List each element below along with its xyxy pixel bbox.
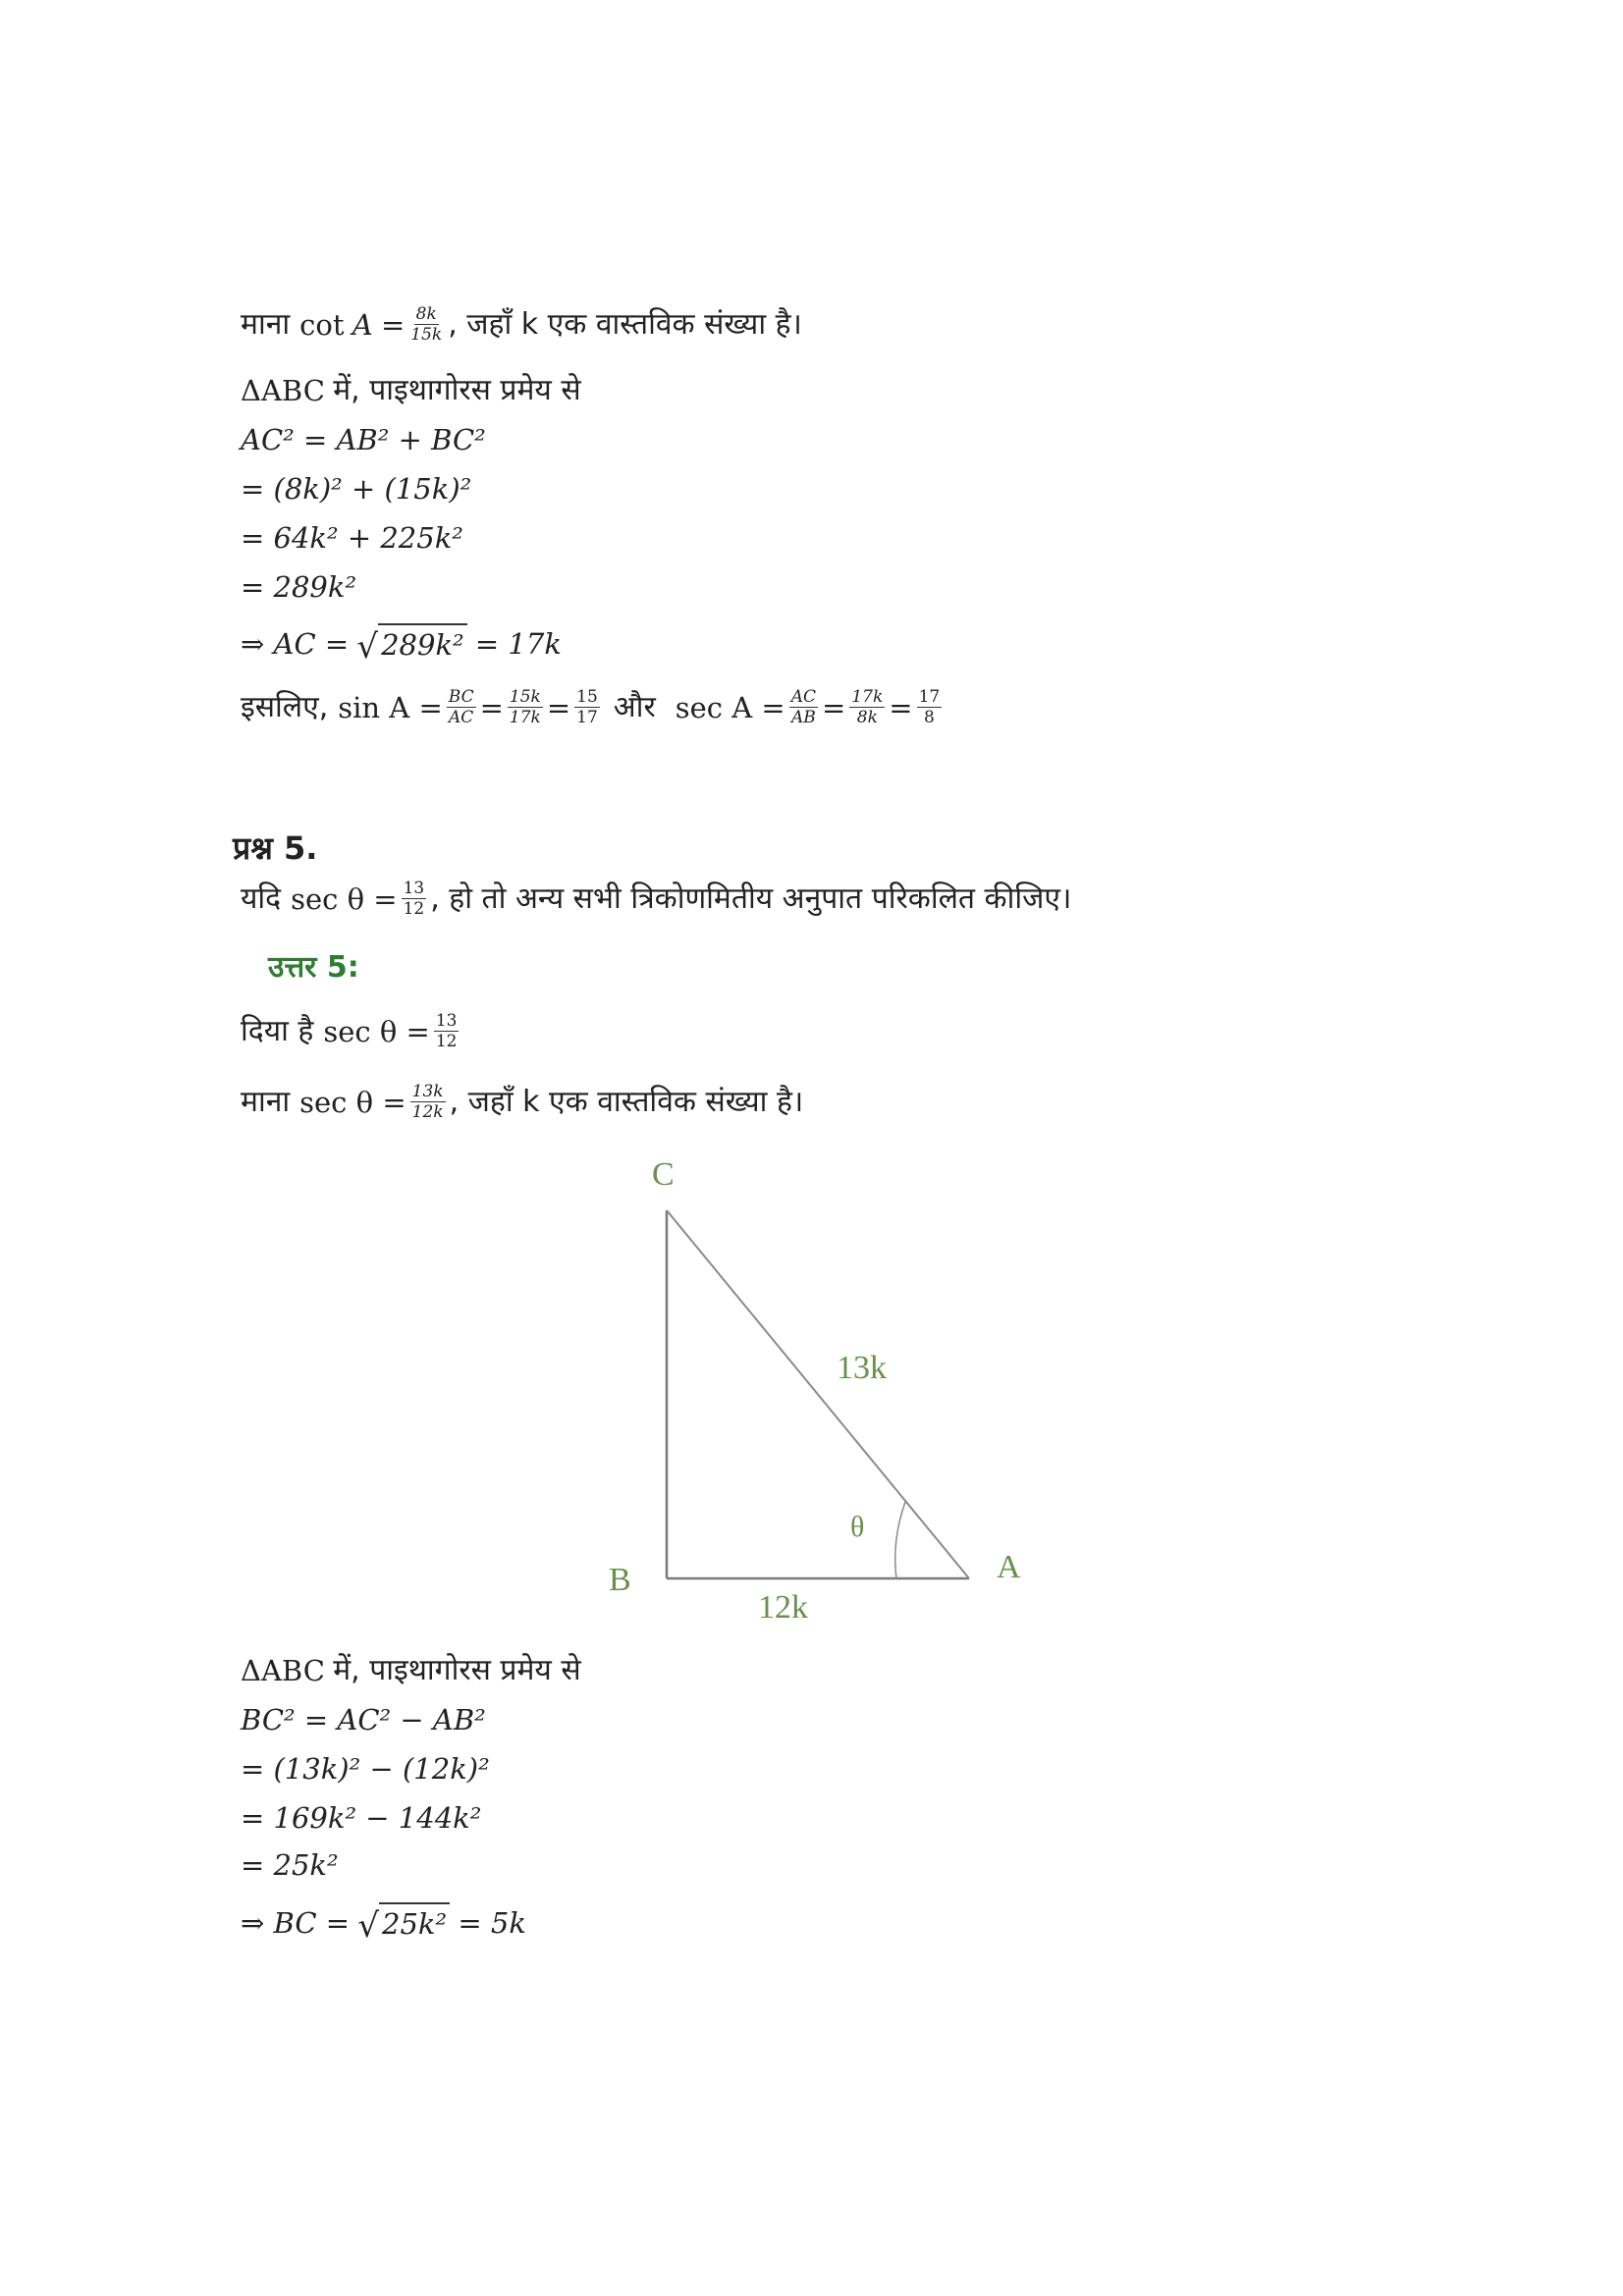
denominator: 12 <box>435 1032 458 1051</box>
result-lhs: ⇒ AC = <box>241 627 350 661</box>
denominator: 17k <box>509 708 541 727</box>
result-lhs: ⇒ BC = <box>241 1906 351 1940</box>
denominator: AB <box>790 708 816 727</box>
answer-title: उत्तर 5: <box>268 950 359 985</box>
question-suffix: , हो तो अन्य सभी त्रिकोणमितीय अनुपात परिकलित कीजिए। <box>430 881 1072 916</box>
sec-theta: sec θ = <box>299 1085 406 1119</box>
denominator: 12 <box>403 899 425 919</box>
pythagoras-intro-2 <box>241 1651 581 1690</box>
triangle-symbol: ΔABC <box>241 1654 325 1687</box>
step-1: AC² = AB² + BC² <box>241 423 486 456</box>
numerator: AC <box>790 687 817 707</box>
numerator: BC <box>448 687 474 707</box>
base-label: 12k <box>758 1589 808 1626</box>
intro-text: में, पाइथागोरस प्रमेय से <box>333 1653 581 1687</box>
numerator: 13 <box>435 1011 458 1031</box>
radicand: 289k² <box>378 623 467 665</box>
denominator: 12k <box>411 1102 444 1122</box>
numerator: 15k <box>509 687 541 707</box>
let-suffix: , जहाँ k एक वास्तविक संख्या है। <box>448 306 802 342</box>
let-suffix: , जहाँ k एक वास्तविक संख्या है। <box>449 1084 804 1119</box>
if-word: यदि <box>241 881 282 916</box>
result-line-2 <box>241 1902 526 1944</box>
let-word: माना <box>241 1084 291 1119</box>
numerator: 13 <box>403 879 425 898</box>
numerator: 13k <box>411 1082 444 1101</box>
equals: = <box>380 307 406 342</box>
therefore-word: इसलिए, <box>241 689 329 724</box>
var-a: A <box>352 307 373 342</box>
numerator: 15 <box>576 687 598 707</box>
denominator: 8k <box>856 708 878 727</box>
intro-text: में, पाइथागोरस प्रमेय से <box>333 373 581 407</box>
numerator: 8k <box>415 304 437 324</box>
denominator: 8 <box>924 708 935 727</box>
sec-theta: sec θ = <box>291 881 398 916</box>
step-2: = (8k)² + (15k)² <box>241 472 472 506</box>
step-4: = 289k² <box>241 570 357 604</box>
result-rhs: = 17k <box>474 627 562 661</box>
angle-label: θ <box>850 1511 865 1543</box>
sqrt-icon: √ <box>356 627 379 667</box>
radicand: 25k² <box>379 1902 450 1944</box>
numerator: 17k <box>851 687 884 707</box>
angle-arc-icon <box>895 1502 905 1578</box>
sqrt-icon: √ <box>357 1906 379 1946</box>
numerator: 17 <box>918 687 941 707</box>
side-ac <box>667 1210 969 1578</box>
denominator: 15k <box>410 325 443 345</box>
sec-theta: sec θ = <box>323 1014 430 1048</box>
triangle-symbol: ΔABC <box>241 374 325 407</box>
sin-label: sin A = <box>338 690 443 724</box>
sqrt <box>357 1902 450 1944</box>
and-word: और <box>613 689 656 724</box>
question-title: प्रश्न 5. <box>233 829 318 867</box>
step-1: BC² = AC² − AB² <box>241 1703 486 1736</box>
cot-func: cot <box>299 307 345 342</box>
step-3: = 169k² − 144k² <box>241 1801 482 1835</box>
step-2: = (13k)² − (12k)² <box>241 1752 490 1786</box>
sec-label: sec A = <box>675 690 785 724</box>
step-3: = 64k² + 225k² <box>241 521 463 555</box>
vertex-a-label: A <box>997 1549 1021 1585</box>
given-word: दिया है <box>241 1013 314 1048</box>
result-rhs: = 5k <box>458 1906 526 1940</box>
conclusion-line: इसलिए, sin A = $\frac{BC}{AC}$ = $\frac{15k}{17k}$ = $\frac{15}{17}$ और sec A = $\frac{AC}{AB}$ = $\frac{17k}{8k}$ = $\frac{17}{8}$ <box>241 687 941 727</box>
let-word: माना <box>241 306 291 342</box>
denominator: AC <box>449 708 474 727</box>
vertex-c-label: C <box>652 1156 675 1193</box>
vertex-b-label: B <box>609 1562 631 1598</box>
hypotenuse-label: 13k <box>837 1350 887 1386</box>
step-4: = 25k² <box>241 1848 339 1882</box>
denominator: 17 <box>576 708 598 727</box>
